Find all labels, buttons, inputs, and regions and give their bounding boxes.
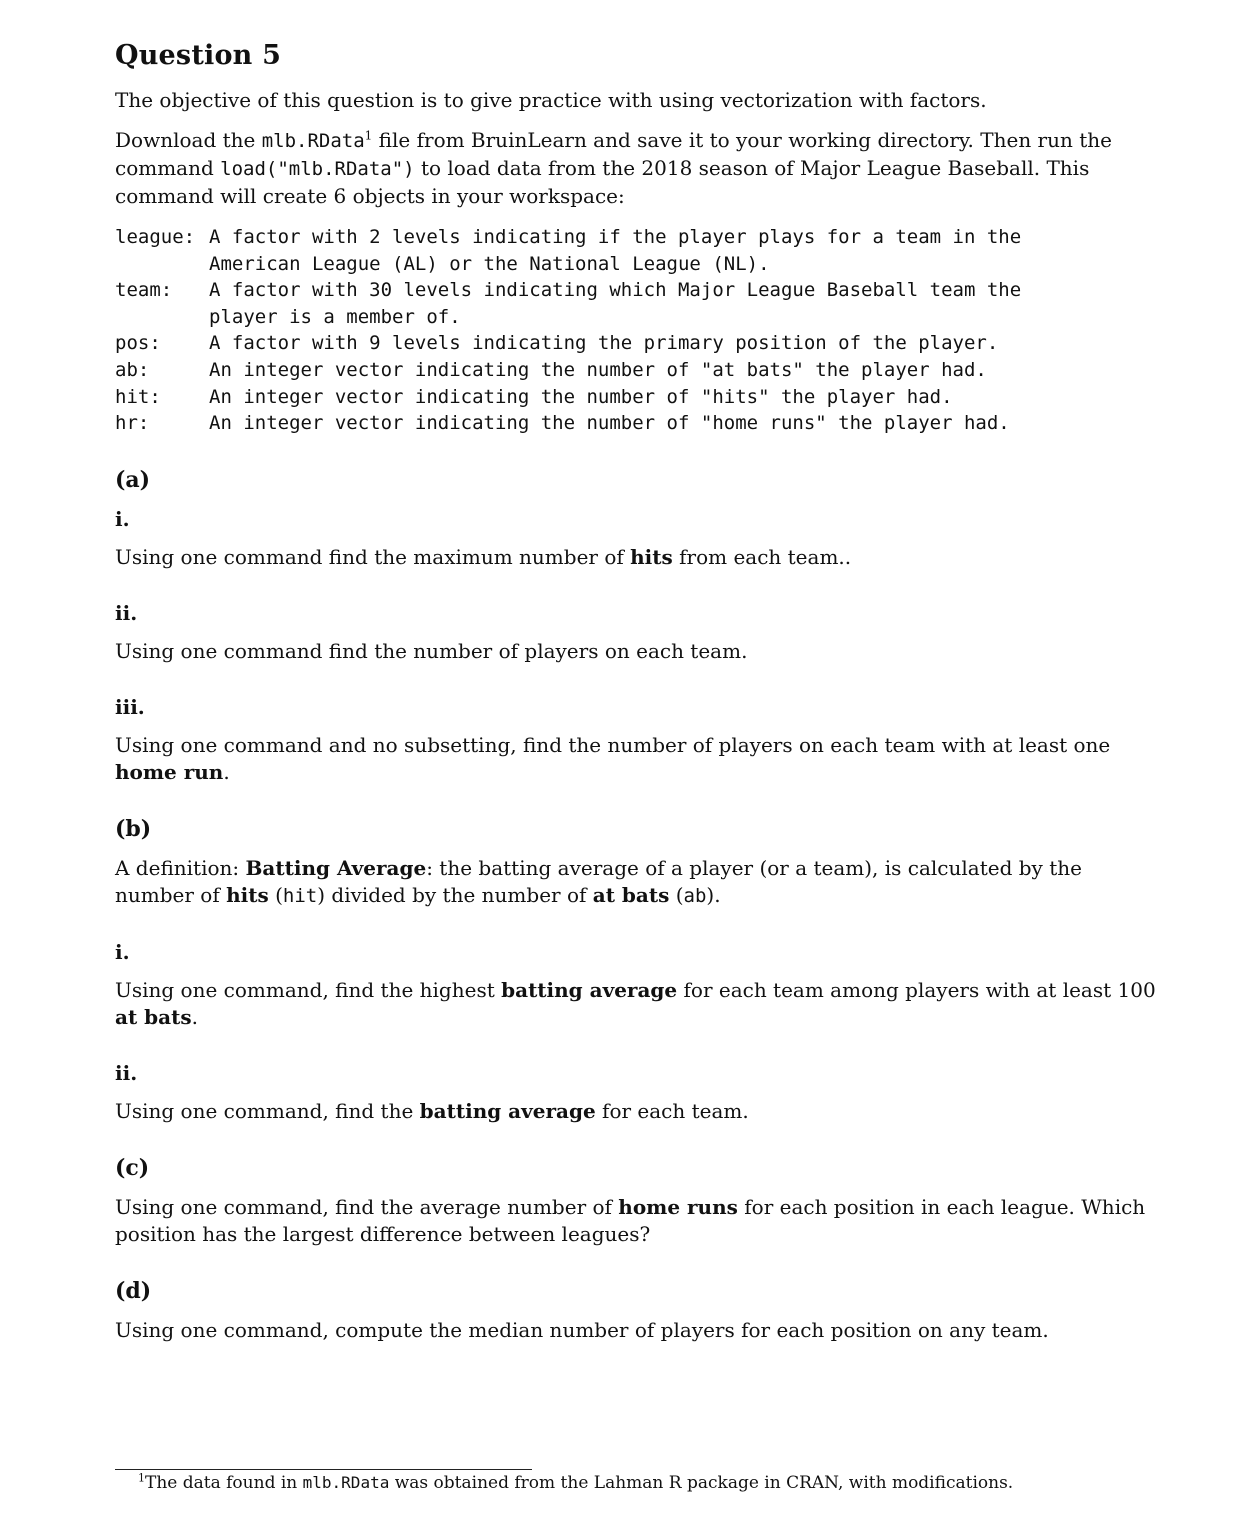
part-c-text: Using one command, find the average number of home runs for each position in each league. Which position has the largest difference between leagues? (115, 1194, 1146, 1246)
footnote-marker: 1 (364, 128, 373, 143)
page-title: Question 5 (115, 40, 282, 71)
file-name: mlb.RData (302, 1473, 390, 1492)
part-a-i-text: Using one command find the maximum number of hits from each team.. (115, 544, 852, 569)
footnote-divider (115, 1469, 532, 1470)
definition-text: An integer vector indicating the number of "home runs" the player had. (209, 412, 1010, 435)
part-a-ii-text: Using one command find the number of players on each team. (115, 638, 748, 663)
part-a-ii-heading: ii. (115, 600, 138, 625)
part-a-iii-text: Using one command and no subsetting, find the number of players on each team with at least one home run. (115, 732, 1111, 784)
definition-text: A factor with 2 levels indicating if the player plays for a team in the (209, 226, 1022, 248)
definition-row (115, 224, 1165, 277)
definition-row (115, 330, 1165, 357)
definition-key: hit: (115, 385, 161, 408)
definition-text: An integer vector indicating the number of "at bats" the player had. (209, 358, 987, 381)
definition-text: A factor with 30 levels indicating which Major League Baseball team the (209, 279, 1022, 302)
definition-row (115, 410, 1165, 437)
definition-text: A factor with 9 levels indicating the primary position of the player. (209, 332, 999, 355)
download-paragraph: Download the mlb.RData$^1$ file from BruinLearn and save it to your working directory. Then run the command load("mlb.RData") to load data from the 2018 season of Major League Baseball. This command will create 6 objects in your workspace: (115, 128, 1112, 208)
definition-row (115, 357, 1165, 384)
objective-paragraph: The objective of this question is to give practice with using vectorization with factors. (115, 88, 987, 112)
part-b-ii-heading: ii. (115, 1060, 138, 1085)
part-b-heading: (b) (115, 815, 152, 842)
file-name: mlb.RData (261, 130, 365, 152)
part-d-heading: (d) (115, 1277, 152, 1304)
part-a-iii-heading: iii. (115, 694, 145, 719)
part-a-heading: (a) (115, 466, 151, 493)
definition-key: hr: (115, 412, 150, 435)
definition-text: player is a member of. (209, 305, 461, 328)
definition-row (115, 277, 1165, 330)
part-d-text: Using one command, compute the median number of players for each position on any team. (115, 1317, 1049, 1342)
batting-average-definition: A definition: Batting Average: the batting average of a player (or a team), is calculated by the number of hits (hit) divided by the number of at bats (ab). (115, 855, 1082, 907)
part-b-ii-text: Using one command, find the batting average for each team. (115, 1098, 749, 1123)
part-b-i-text: Using one command, find the highest batting average for each team among players with at least 100 at bats. (115, 977, 1156, 1029)
question-content (115, 40, 1165, 1344)
definition-row (115, 384, 1165, 411)
definition-key: league: (115, 226, 196, 248)
definition-key: ab: (115, 358, 150, 381)
load-command: load("mlb.RData") (220, 158, 415, 180)
part-a-i-heading: i. (115, 506, 130, 531)
footnote: $^1$The data found in mlb.RData was obtained from the Lahman R package in CRAN, with modifications. (138, 1471, 1014, 1493)
definition-text: American League (AL) or the National League (NL). (209, 252, 770, 275)
footnote-marker: 1 (138, 1471, 145, 1485)
object-definitions (115, 224, 1165, 437)
part-b-i-heading: i. (115, 939, 130, 964)
definition-key: team: (115, 279, 173, 302)
definition-text: An integer vector indicating the number of "hits" the player had. (209, 385, 953, 408)
part-c-heading: (c) (115, 1154, 150, 1181)
definition-key: pos: (115, 332, 161, 355)
